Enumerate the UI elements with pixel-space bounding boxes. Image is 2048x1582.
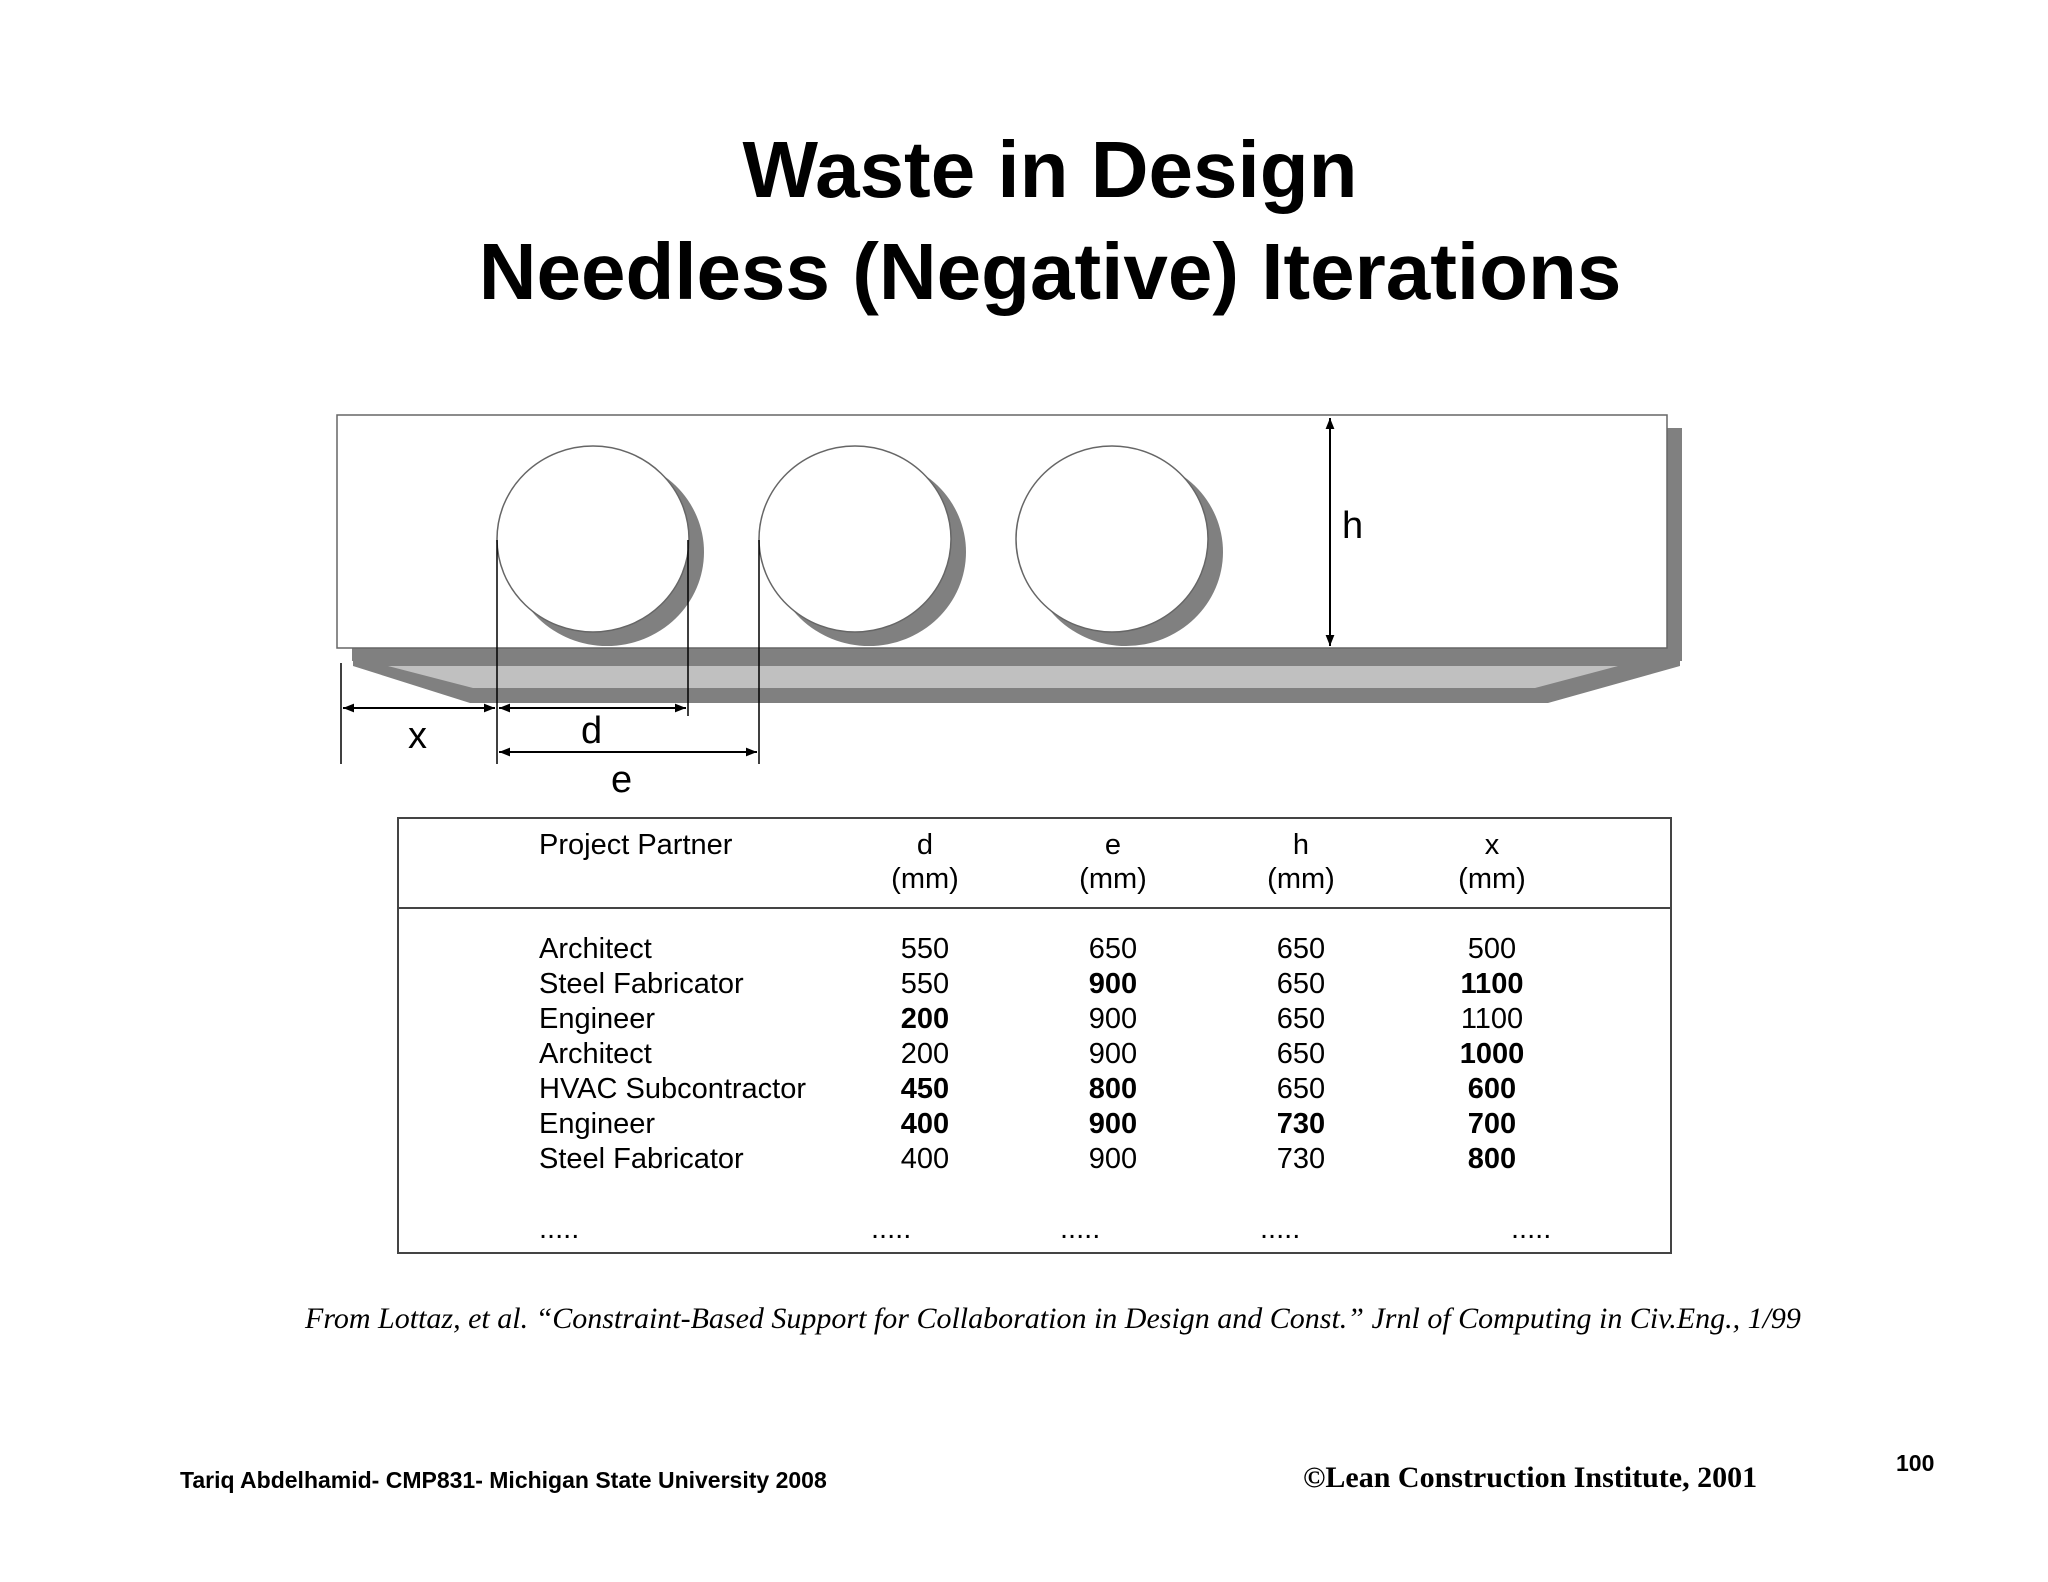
row-x: 600 — [1467, 1073, 1517, 1105]
row-e: 650 — [1088, 933, 1138, 965]
row-d: 550 — [900, 933, 950, 965]
row-h: 650 — [1276, 933, 1326, 965]
row-d: 400 — [900, 1143, 950, 1175]
row-e: 800 — [1088, 1073, 1138, 1105]
row-partner: Architect — [539, 1038, 652, 1070]
ellipsis-partner: ..... — [539, 1213, 580, 1245]
header-x: x — [1484, 829, 1500, 861]
row-d: 200 — [900, 1038, 950, 1070]
row-x: 1100 — [1460, 968, 1524, 1000]
page-number: 100 — [1896, 1450, 1935, 1476]
row-h: 730 — [1276, 1108, 1326, 1140]
ellipsis-x: ..... — [1511, 1213, 1552, 1245]
row-x: 1000 — [1459, 1038, 1525, 1070]
row-h: 650 — [1276, 1038, 1326, 1070]
row-e: 900 — [1088, 1038, 1138, 1070]
row-x: 700 — [1467, 1108, 1517, 1140]
row-h: 730 — [1276, 1143, 1326, 1175]
row-h: 650 — [1276, 1073, 1326, 1105]
header-x-unit: (mm) — [1458, 863, 1526, 895]
citation: From Lottaz, et al. “Constraint-Based Support for Collaboration in Design and Const.” Jrnl of Computing in Civ.Eng., 1/99 — [305, 1302, 1801, 1335]
header-e-unit: (mm) — [1079, 863, 1147, 895]
row-d: 400 — [900, 1108, 950, 1140]
header-partner: Project Partner — [539, 829, 733, 861]
header-d: d — [916, 829, 934, 861]
row-e: 900 — [1088, 1003, 1138, 1035]
d-dimension-label: d — [581, 710, 603, 752]
row-partner: Steel Fabricator — [539, 1143, 744, 1175]
row-d: 200 — [900, 1003, 950, 1035]
row-x: 800 — [1467, 1143, 1517, 1175]
row-e: 900 — [1088, 1143, 1138, 1175]
web-opening — [759, 446, 951, 632]
ellipsis-e: ..... — [1060, 1213, 1101, 1245]
row-partner: Engineer — [539, 1003, 656, 1035]
web-opening — [497, 446, 689, 632]
row-d: 450 — [900, 1073, 950, 1105]
slide-title: Waste in Design — [742, 125, 1358, 214]
header-h-unit: (mm) — [1267, 863, 1335, 895]
ellipsis-d: ..... — [871, 1213, 912, 1245]
header-h: h — [1292, 829, 1310, 861]
row-h: 650 — [1276, 1003, 1326, 1035]
beam-flange — [388, 666, 1618, 688]
row-x: 500 — [1467, 933, 1517, 965]
header-d-unit: (mm) — [891, 863, 959, 895]
x-dimension-label: x — [408, 715, 427, 757]
row-x: 1100 — [1460, 1003, 1524, 1035]
slide-subtitle: Needless (Negative) Iterations — [478, 227, 1622, 316]
row-partner: HVAC Subcontractor — [539, 1073, 807, 1105]
e-dimension-label: e — [611, 759, 633, 801]
header-e: e — [1104, 829, 1122, 861]
h-dimension-label: h — [1342, 505, 1364, 547]
header-divider — [399, 907, 1670, 909]
web-opening — [1016, 446, 1208, 632]
iteration-table — [397, 817, 1672, 1254]
row-e: 900 — [1088, 968, 1138, 1000]
row-h: 650 — [1276, 968, 1326, 1000]
copyright: ©Lean Construction Institute, 2001 — [1303, 1461, 1758, 1494]
row-partner: Steel Fabricator — [539, 968, 744, 1000]
row-d: 550 — [900, 968, 950, 1000]
row-partner: Architect — [539, 933, 652, 965]
row-partner: Engineer — [539, 1108, 656, 1140]
row-e: 900 — [1088, 1108, 1138, 1140]
ellipsis-h: ..... — [1260, 1213, 1301, 1245]
author-footer: Tariq Abdelhamid- CMP831- Michigan State University 2008 — [180, 1467, 827, 1493]
